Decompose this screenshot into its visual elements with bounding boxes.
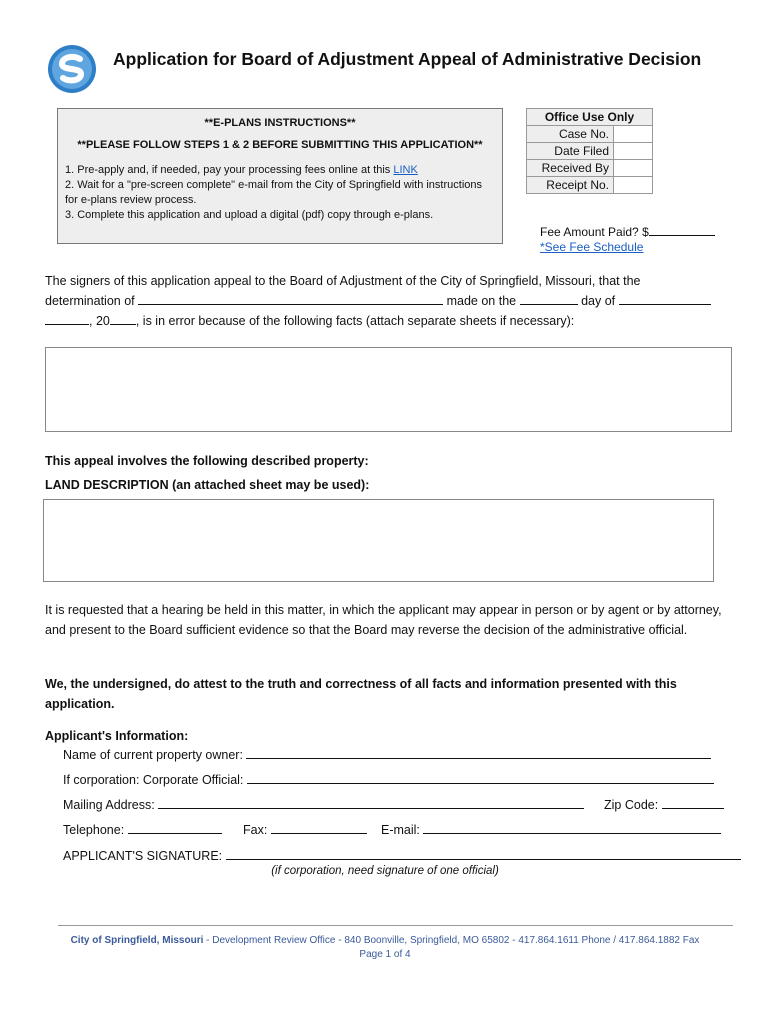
fax-label: Fax: (243, 823, 268, 837)
appeal-line-2 (45, 291, 735, 311)
determination-label: determination of (45, 294, 135, 308)
zip-row (604, 795, 724, 812)
day-field[interactable] (520, 291, 578, 305)
email-label: E-mail: (381, 823, 420, 837)
month-field[interactable] (619, 291, 711, 305)
zip-field[interactable] (662, 795, 724, 809)
appeal-line-1: The signers of this application appeal to the Board of Adjustment of the City of Springfield, Missouri, that the (45, 274, 641, 288)
step-1-text: 1. Pre-apply and, if needed, pay your processing fees online at this (65, 164, 394, 176)
signature-row (63, 846, 741, 863)
land-description-label: LAND DESCRIPTION (an attached sheet may be used): (45, 478, 370, 492)
appeal-line-3-text: , is in error because of the following facts (attach separate sheets if necessary): (135, 314, 575, 328)
error-facts-textarea[interactable] (45, 347, 732, 432)
case-no-field[interactable] (614, 126, 653, 143)
year-prefix: , 20 (89, 314, 110, 328)
step-1 (65, 163, 495, 178)
year-field[interactable] (110, 311, 136, 325)
determination-field[interactable] (138, 291, 443, 305)
month-day-field[interactable] (45, 311, 89, 325)
fax-row (243, 820, 367, 837)
signature-field[interactable] (226, 846, 741, 860)
fax-field[interactable] (271, 820, 367, 834)
signature-label: APPLICANT'S SIGNATURE: (63, 849, 223, 863)
instructions-steps (65, 163, 495, 223)
city-logo (47, 44, 97, 94)
date-filed-label: Date Filed (527, 143, 614, 160)
telephone-row (63, 820, 222, 837)
instructions-heading: **E-PLANS INSTRUCTIONS** (204, 117, 356, 129)
email-row (381, 820, 721, 837)
case-no-label: Case No. (527, 126, 614, 143)
footer-details: - Development Review Office - 840 Boonville, Springfield, MO 65802 - 417.864.1611 Phone / 417.864.1882 Fax (203, 935, 700, 946)
date-filed-field[interactable] (614, 143, 653, 160)
page-number: Page 1 of 4 (359, 949, 411, 960)
corporate-official-row (63, 770, 714, 787)
step-3: 3. Complete this application and upload a digital (pdf) copy through e-plans. (65, 209, 434, 221)
fee-amount-label: Fee Amount Paid? $ (540, 225, 649, 239)
land-description-textarea[interactable] (43, 499, 714, 582)
corporate-official-label: If corporation: Corporate Official: (63, 773, 244, 787)
appeal-statement (45, 271, 735, 331)
telephone-field[interactable] (128, 820, 222, 834)
office-use-heading: Office Use Only (527, 109, 653, 126)
property-heading: This appeal involves the following described property: (45, 454, 369, 468)
received-by-field[interactable] (614, 160, 653, 177)
owner-row (63, 745, 711, 762)
instructions-subheading: **PLEASE FOLLOW STEPS 1 & 2 BEFORE SUBMITTING THIS APPLICATION** (77, 139, 483, 151)
mailing-address-row (63, 795, 584, 812)
telephone-label: Telephone: (63, 823, 125, 837)
e-plans-instructions-box (57, 108, 503, 244)
received-by-label: Received By (527, 160, 614, 177)
email-field[interactable] (423, 820, 721, 834)
mailing-address-field[interactable] (158, 795, 584, 809)
receipt-no-label: Receipt No. (527, 177, 614, 194)
receipt-no-field[interactable] (614, 177, 653, 194)
page-title: Application for Board of Adjustment Appeal of Administrative Decision (113, 49, 702, 69)
fee-amount-field[interactable] (649, 222, 715, 236)
owner-name-field[interactable] (246, 745, 711, 759)
office-use-table (526, 108, 653, 194)
signature-note: (if corporation, need signature of one official) (271, 865, 499, 877)
attestation-text: We, the undersigned, do attest to the truth and correctness of all facts and information presented with this application. (45, 677, 677, 711)
footer-contact (0, 935, 770, 946)
footer-divider (58, 925, 733, 926)
appeal-line-3 (45, 311, 735, 331)
corporate-official-field[interactable] (247, 770, 714, 784)
applicant-info-heading: Applicant's Information: (45, 729, 189, 743)
owner-label: Name of current property owner: (63, 748, 243, 762)
fee-schedule-link[interactable]: *See Fee Schedule (540, 240, 644, 254)
mailing-address-label: Mailing Address: (63, 798, 155, 812)
hearing-request-text: It is requested that a hearing be held in this matter, in which the applicant may appear in person or by agent or by attorney, and present to the Board sufficient evidence so that the Board may reverse the decision of the administrative official. (45, 603, 722, 637)
footer-city: City of Springfield, Missouri (70, 935, 204, 946)
pre-apply-link[interactable]: LINK (393, 164, 418, 176)
day-of-label: day of (581, 294, 616, 308)
zip-label: Zip Code: (604, 798, 659, 812)
step-2: 2. Wait for a "pre-screen complete" e-mail from the City of Springfield with instructions for e-plans review process. (65, 179, 483, 206)
fee-amount-row (540, 222, 715, 239)
made-on-label: made on the (446, 294, 517, 308)
